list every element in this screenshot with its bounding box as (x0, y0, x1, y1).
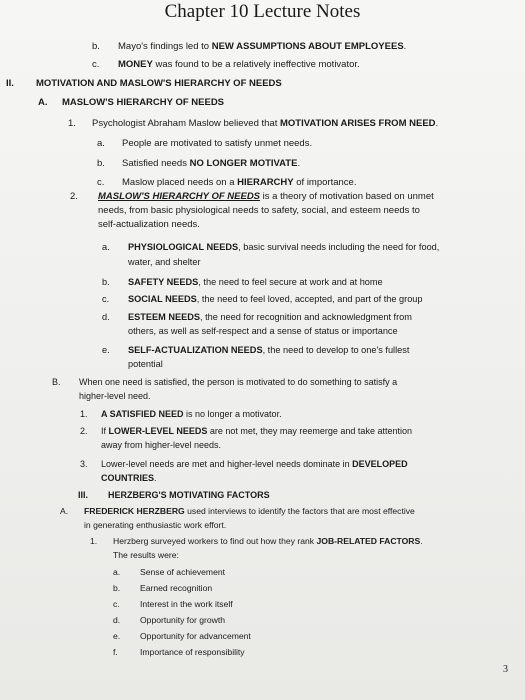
outline-line: higher-level need. (79, 391, 151, 401)
outline-line: MASLOW'S HIERARCHY OF NEEDS (62, 97, 225, 108)
outline-line: FREDERICK HERZBERG used interviews to identify the factors that are most effective (84, 506, 415, 516)
page-number: 3 (503, 664, 508, 675)
list-marker: b. (92, 41, 100, 52)
outline-line: Maslow placed needs on a HIERARCHY of importance. (122, 177, 357, 188)
outline-line: PHYSIOLOGICAL NEEDS, basic survival needs including the need for food, (128, 242, 440, 252)
list-marker: d. (102, 312, 110, 322)
outline-line: COUNTRIES. (101, 473, 157, 483)
list-marker: a. (102, 242, 110, 252)
outline-line: When one need is satisfied, the person is motivated to do something to satisfy a (79, 377, 398, 387)
list-marker: c. (113, 599, 120, 609)
outline-line: away from higher-level needs. (101, 440, 222, 450)
outline-line: Interest in the work itself (140, 599, 233, 609)
outline-line: SELF-ACTUALIZATION NEEDS, the need to develop to one's fullest (128, 345, 410, 355)
list-marker: c. (92, 59, 100, 70)
outline-line: Psychologist Abraham Maslow believed that MOTIVATION ARISES FROM NEED. (92, 118, 439, 129)
list-marker: b. (102, 277, 110, 287)
outline-line: Satisfied needs NO LONGER MOTIVATE. (122, 158, 301, 169)
list-marker: e. (113, 631, 121, 641)
outline-line: Importance of responsibility (140, 647, 245, 657)
outline-line: People are motivated to satisfy unmet needs. (122, 138, 313, 149)
list-marker: 1. (68, 118, 76, 129)
list-marker: 1. (90, 536, 98, 546)
list-marker: 2. (70, 191, 78, 202)
list-marker: b. (97, 158, 105, 169)
outline-line: Earned recognition (140, 583, 213, 593)
list-marker: a. (97, 138, 105, 149)
outline-line: water, and shelter (128, 257, 201, 267)
outline-line: Lower-level needs are met and higher-level needs dominate in DEVELOPED (101, 459, 408, 469)
list-marker: a. (113, 567, 121, 577)
list-marker: c. (97, 177, 105, 188)
outline-line: MASLOW'S HIERARCHY OF NEEDS is a theory of motivation based on unmet (98, 191, 434, 202)
outline-line: in generating enthusiastic work effort. (84, 520, 227, 530)
outline-line: MONEY was found to be a relatively ineffective motivator. (118, 59, 360, 70)
page-title: Chapter 10 Lecture Notes (164, 1, 361, 22)
outline-line: others, as well as self-respect and a sense of status or importance (128, 326, 398, 336)
list-marker: 3. (80, 459, 88, 469)
list-marker: d. (113, 615, 121, 625)
outline-line: SAFETY NEEDS, the need to feel secure at work and at home (128, 277, 383, 287)
outline-line: Herzberg surveyed workers to find out how they rank JOB-RELATED FACTORS. (113, 536, 423, 546)
outline-line: The results were: (113, 550, 179, 560)
list-marker: f. (113, 647, 118, 657)
outline-line: Opportunity for advancement (140, 631, 251, 641)
list-marker: II. (6, 78, 14, 89)
list-marker: A. (38, 97, 48, 108)
outline-line: MOTIVATION AND MASLOW'S HIERARCHY OF NEEDS (36, 78, 282, 89)
list-marker: A. (60, 506, 69, 516)
outline-line: Opportunity for growth (140, 615, 226, 625)
list-marker: 2. (80, 426, 88, 436)
outline-line: A SATISFIED NEED is no longer a motivator. (101, 409, 282, 419)
list-marker: B. (52, 377, 61, 387)
outline-line: Sense of achievement (140, 567, 226, 577)
outline-line: self-actualization needs. (98, 219, 200, 230)
outline-line: HERZBERG'S MOTIVATING FACTORS (108, 490, 270, 500)
outline-line: potential (128, 359, 163, 369)
outline-line: ESTEEM NEEDS, the need for recognition and acknowledgment from (128, 312, 412, 322)
list-marker: c. (102, 294, 110, 304)
list-marker: III. (78, 490, 89, 500)
list-marker: e. (102, 345, 110, 355)
outline-line: Mayo's findings led to NEW ASSUMPTIONS ABOUT EMPLOYEES. (118, 41, 407, 52)
list-marker: 1. (80, 409, 88, 419)
outline-line: needs, from basic physiological needs to safety, social, and esteem needs to (98, 205, 420, 216)
outline-line: SOCIAL NEEDS, the need to feel loved, accepted, and part of the group (128, 294, 423, 304)
list-marker: b. (113, 583, 121, 593)
outline-line: If LOWER-LEVEL NEEDS are not met, they may reemerge and take attention (101, 426, 412, 436)
